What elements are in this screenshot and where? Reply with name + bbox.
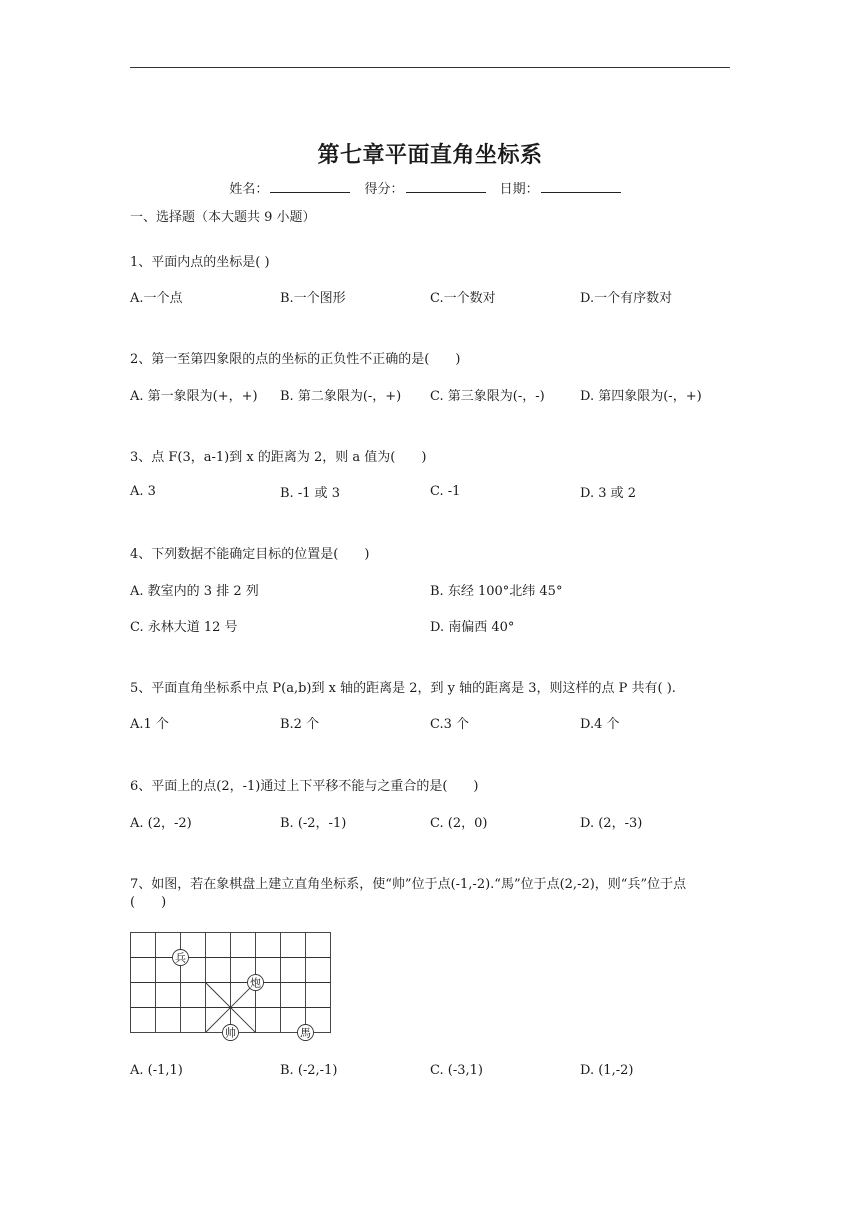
question-2-option-b[interactable]: B. 第二象限为(-，+) <box>280 389 402 404</box>
question-7-stem: 7、如图，若在象棋盘上建立直角坐标系，使“帅”位于点(-1,-2).“馬”位于点(2,-2)，则“兵”位于点 <box>130 877 687 892</box>
question-4-option-d[interactable]: D. 南偏西 40° <box>430 620 515 635</box>
question-1-option-d[interactable]: D.一个有序数对 <box>580 291 673 306</box>
score-label: 得分： <box>364 182 404 197</box>
question-1-option-c[interactable]: C.一个数对 <box>430 291 496 306</box>
section-heading: 一、选择题（本大题共 9 小题） <box>130 210 316 225</box>
chessboard-figure <box>130 931 334 1047</box>
date-field <box>500 178 631 197</box>
question-5-stem: 5、平面直角坐标系中点 P(a,b)到 x 轴的距离是 2，到 y 轴的距离是 3，则这样的点 P 共有( ). <box>130 681 676 696</box>
question-4-option-a[interactable]: A. 教室内的 3 排 2 列 <box>130 584 259 599</box>
question-7-option-d[interactable]: D. (1,-2) <box>580 1063 634 1078</box>
score-field <box>364 178 495 197</box>
question-1-stem: 1、平面内点的坐标是( ) <box>130 255 270 270</box>
question-5-option-a[interactable]: A.1 个 <box>130 717 169 732</box>
question-2-option-d[interactable]: D. 第四象限为(-，+) <box>580 389 702 404</box>
header-rule <box>130 67 730 68</box>
question-6-stem: 6、平面上的点(2，-1)通过上下平移不能与之重合的是( ) <box>130 779 479 794</box>
piece-shuai-label: 帅 <box>225 1026 236 1040</box>
piece-bing-label: 兵 <box>175 951 186 965</box>
question-1-option-a[interactable]: A.一个点 <box>130 291 183 306</box>
score-blank[interactable] <box>406 180 486 193</box>
question-6-option-a[interactable]: A. (2，-2) <box>130 816 192 831</box>
question-5-option-c[interactable]: C.3 个 <box>430 717 470 732</box>
question-4-option-b[interactable]: B. 东经 100°北纬 45° <box>430 584 563 599</box>
question-4-stem: 4、下列数据不能确定目标的位置是( ) <box>130 547 370 562</box>
piece-ma-label: 馬 <box>300 1026 311 1040</box>
piece-pao-label: 炮 <box>250 976 261 990</box>
question-6-option-c[interactable]: C. (2，0) <box>430 816 488 831</box>
question-4-option-c[interactable]: C. 永林大道 12 号 <box>130 620 238 635</box>
piece-pao <box>248 975 264 991</box>
question-6-option-d[interactable]: D. (2，-3) <box>580 816 643 831</box>
piece-ma <box>298 1025 314 1041</box>
question-7-option-c[interactable]: C. (-3,1) <box>430 1063 483 1078</box>
question-1-option-b[interactable]: B.一个图形 <box>280 291 346 306</box>
date-blank[interactable] <box>541 180 621 193</box>
name-label: 姓名： <box>229 182 269 197</box>
name-blank[interactable] <box>270 180 350 193</box>
page-title: 第七章平面直角坐标系 <box>317 142 543 168</box>
question-3-option-d[interactable]: D. 3 或 2 <box>580 486 637 501</box>
question-3-option-c[interactable]: C. -1 <box>430 484 461 499</box>
question-7-option-a[interactable]: A. (-1,1) <box>130 1063 183 1078</box>
question-2-option-c[interactable]: C. 第三象限为(-，-) <box>430 389 545 404</box>
question-3-option-b[interactable]: B. -1 或 3 <box>280 486 341 501</box>
question-2-stem: 2、第一至第四象限的点的坐标的正负性不正确的是( ) <box>130 352 461 367</box>
piece-shuai <box>223 1025 239 1041</box>
question-6-option-b[interactable]: B. (-2，-1) <box>280 816 347 831</box>
question-7-option-b[interactable]: B. (-2,-1) <box>280 1063 338 1078</box>
question-3-stem: 3、点 F(3，a-1)到 x 的距离为 2，则 a 值为( ) <box>130 450 427 465</box>
student-info-line <box>0 178 860 197</box>
question-2-option-a[interactable]: A. 第一象限为(+，+) <box>130 389 258 404</box>
question-5-option-d[interactable]: D.4 个 <box>580 717 620 732</box>
question-3-option-a[interactable]: A. 3 <box>130 484 156 499</box>
name-field <box>229 178 360 197</box>
piece-bing <box>173 950 189 966</box>
date-label: 日期： <box>499 182 539 197</box>
question-5-option-b[interactable]: B.2 个 <box>280 717 320 732</box>
question-7-stem-continued: ( ) <box>130 895 167 910</box>
board-grid <box>131 933 331 1033</box>
